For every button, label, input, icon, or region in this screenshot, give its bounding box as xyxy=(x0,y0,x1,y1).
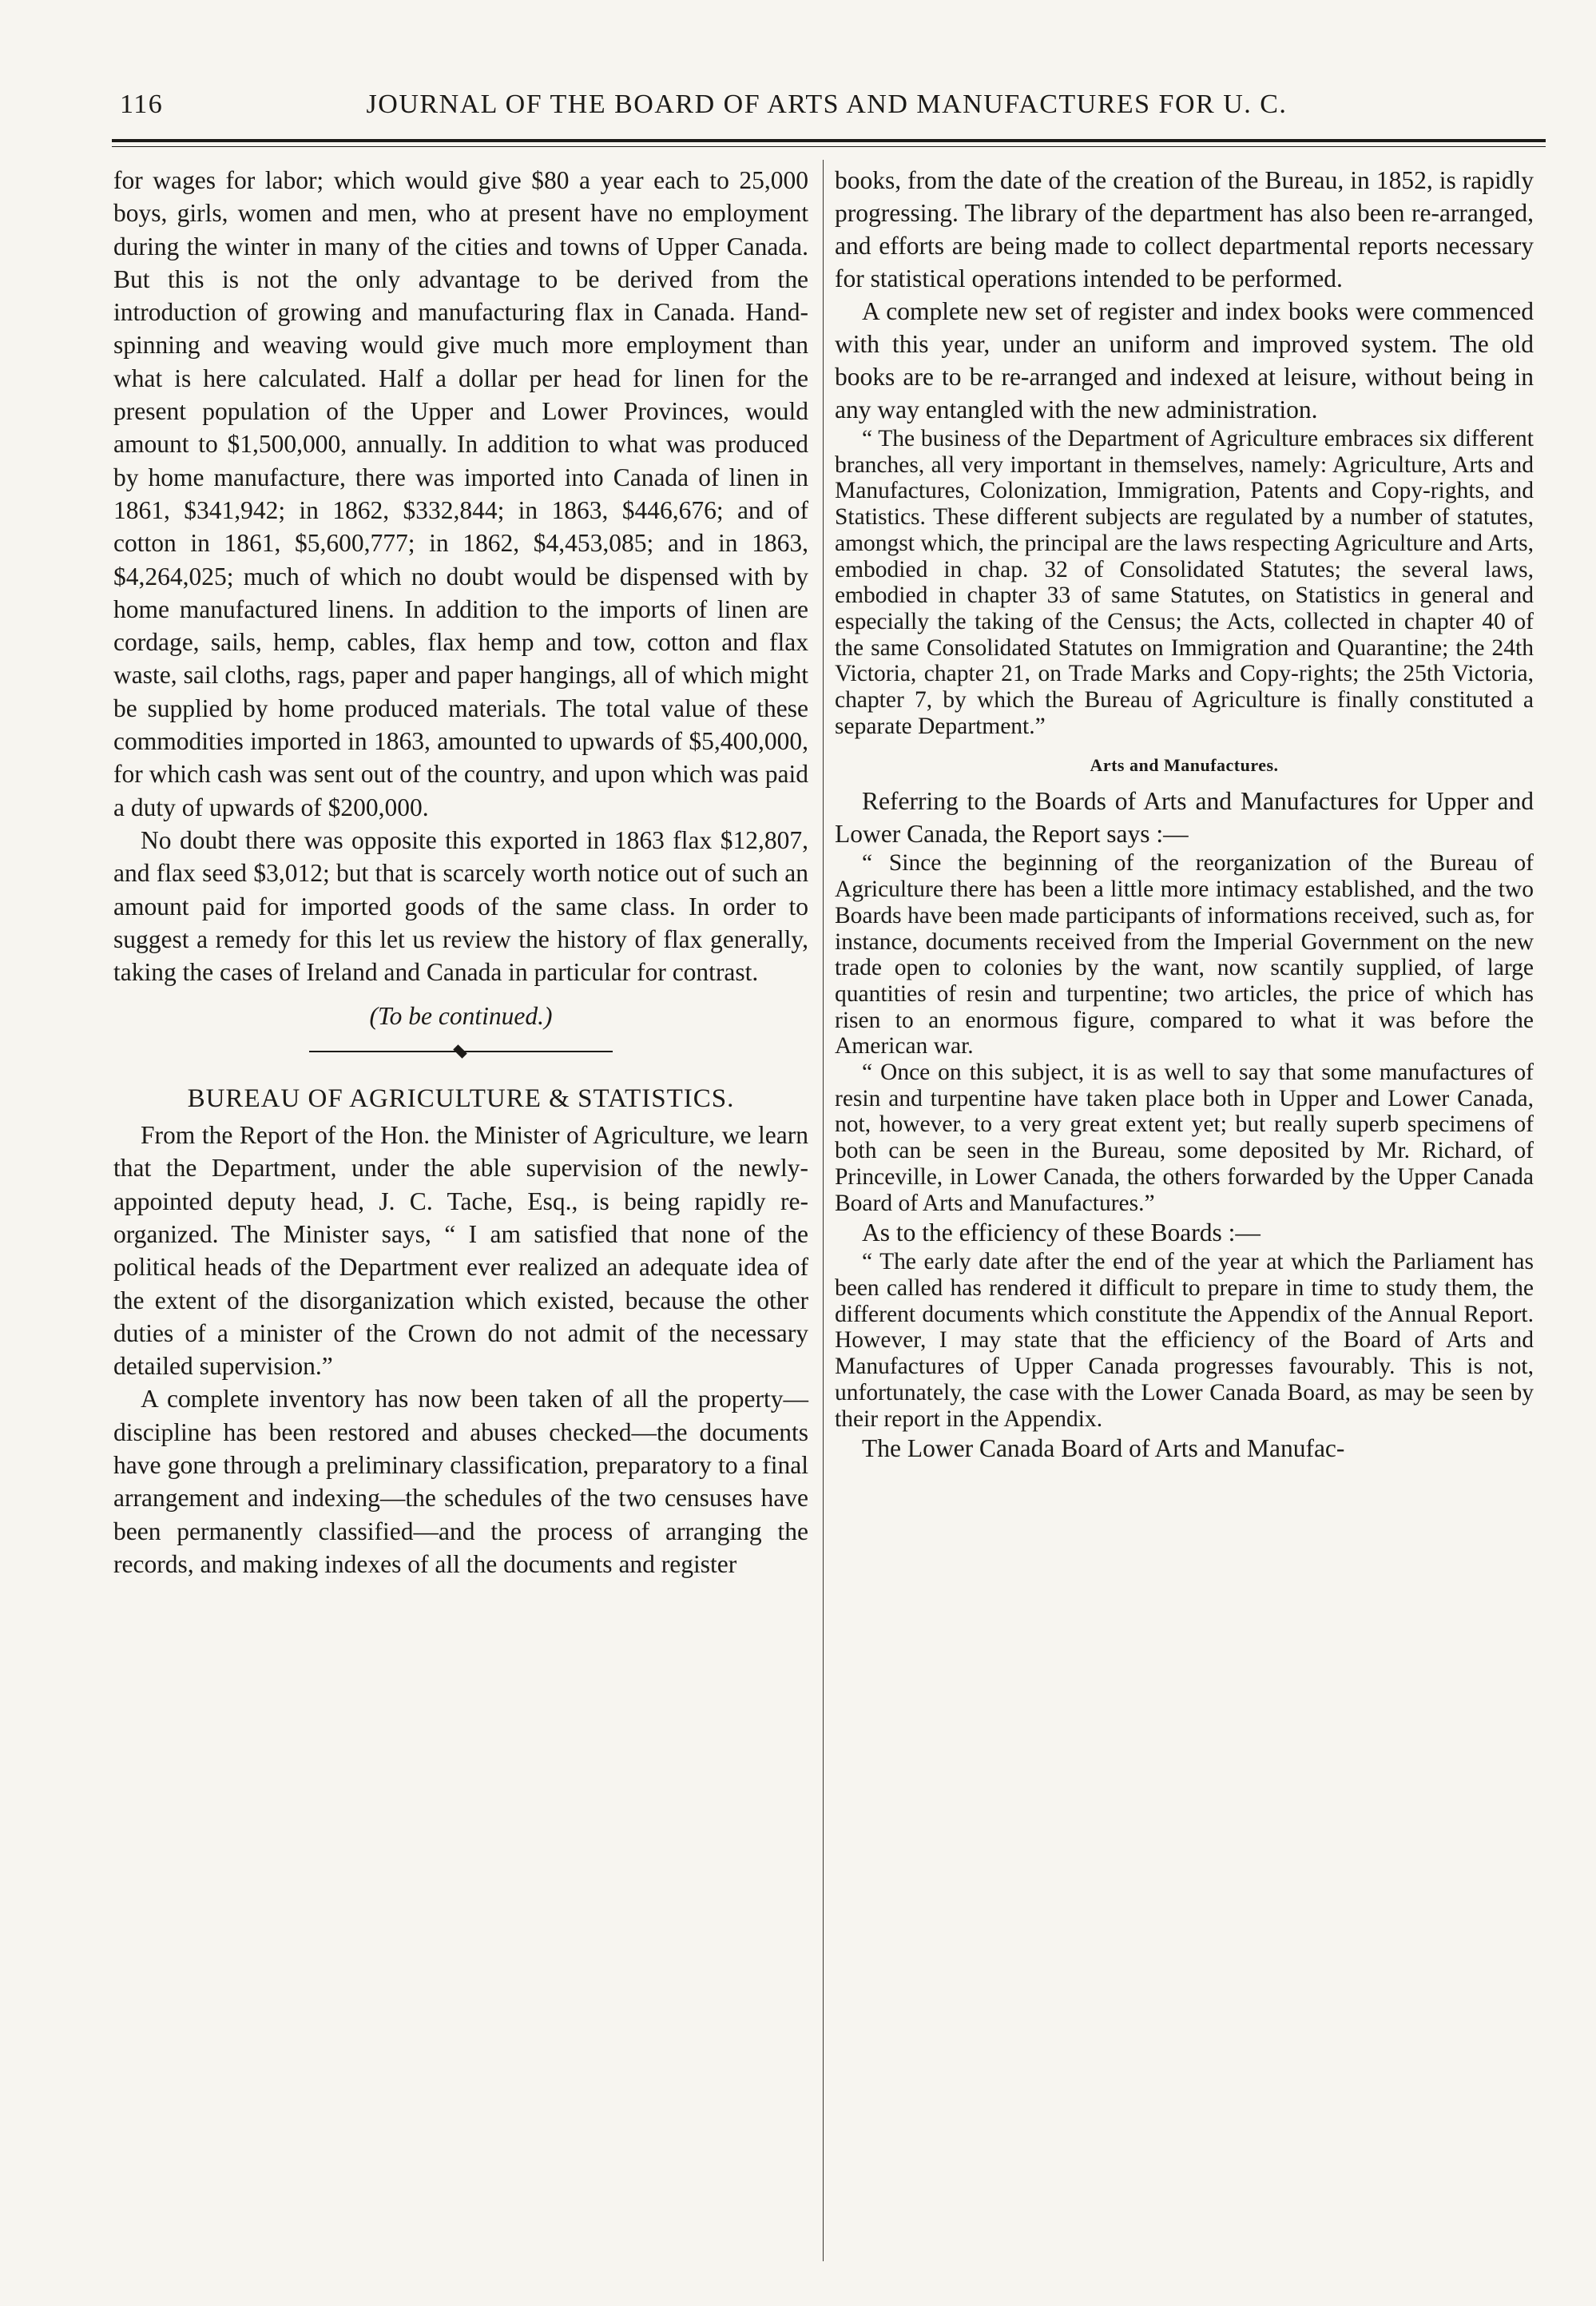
right-paragraph-7: As to the efficiency of these Boards :— xyxy=(862,1219,1261,1247)
right-column xyxy=(835,164,1534,1465)
column-divider xyxy=(823,160,824,2261)
right-quote-paragraph-6: “ Once on this subject, it is as well to say that some manufactures of resin and turpentine have taken place both in Upper and Lower Canada, not, however, to a very great extent yet; but really superb specimens of both can be seen in the Bureau, some deposited by Mr. Richard, of Princeville, in Lower Canada, the others forwarded by the Upper Canada Board of Arts and Manufactures.” xyxy=(835,1060,1534,1216)
right-quote-paragraph-5: “ Since the beginning of the reorganization of the Bureau of Agriculture there has been a little more intimacy established, and the two Boards have been made participants of informations received, such as, for instance, documents received from the Imperial Government on the new trade open to colonies by the want, now scantily supplied, of large quantities of resin and turpentine; two articles, the price of which has risen to an enormous figure, compared to what it was before the American war. xyxy=(835,850,1534,1060)
right-paragraph-2: A complete new set of register and index books were commenced with this year, under an uniform and improved system. The old books are to be re-arranged and indexed at leisure, without being in any way entangled with the new administration. xyxy=(835,297,1534,423)
left-paragraph-3: From the Report of the Hon. the Minister of Agriculture, we learn that the Department, under the able supervision of the newly-appointed deputy head, J. C. Tache, Esq., is being rapidly re-organized. The Minister says, “ I am satisfied that none of the political heads of the Department ever realized an adequate idea of the extent of the disorganization which existed, because the other duties of a minister of the Crown do not admit of the necessary detailed supervision.” xyxy=(113,1121,808,1381)
to-be-continued-note: (To be continued.) xyxy=(369,1002,553,1031)
header-rule-thick xyxy=(112,139,1546,142)
right-paragraph-9: The Lower Canada Board of Arts and Manufac- xyxy=(862,1434,1345,1463)
journal-title: JOURNAL OF THE BOARD OF ARTS AND MANUFACTURES FOR U. C. xyxy=(366,89,1288,119)
arts-manufactures-subheading: Arts and Manufactures. xyxy=(1090,755,1279,776)
section-separator-ornament xyxy=(113,1041,808,1062)
left-paragraph-2: No doubt there was opposite this exported in 1863 flax $12,807, and flax seed $3,012; but that is scarcely worth notice out of such an amount paid for imported goods of the same class. In order to suggest a remedy for this let us review the history of flax generally, taking the cases of Ireland and Canada in particular for contrast. xyxy=(113,825,808,987)
right-quote-paragraph-3: “ The business of the Department of Agriculture embraces six different branches, all very important in themselves, namely: Agriculture, Arts and Manufactures, Colonization, Immigration, Patents and Copy-rights, and Statistics. These different subjects are regulated by a number of statutes, amongst which, the principal are the laws respecting Agriculture and Arts, embodied in chap. 32 of Consolidated Statutes; the several laws, embodied in chapter 33 of same Statutes, on Statistics in general and especially the taking of the Census; the Acts, collected in chapter 40 of the same Consolidated Statutes on Immigration and Quarantine; the 24th Victoria, chapter 21, on Trade Marks and Copy-rights; the 25th Victoria, chapter 7, by which the Bureau of Agriculture is finally constituted a separate Department.” xyxy=(835,426,1534,739)
right-quote-paragraph-8: “ The early date after the end of the year at which the Parliament has been called has rendered it difficult to prepare in time to study them, the different documents which constitute the Appendix of the Annual Report. However, I may state that the efficiency of the Board of Arts and Manufactures of Upper Canada progresses favourably. This is not, unfortunately, the case with the Lower Canada Board, as may be seen by their report in the Appendix. xyxy=(835,1249,1534,1432)
right-paragraph-4: Referring to the Boards of Arts and Manufactures for Upper and Lower Canada, the Report says :— xyxy=(835,787,1534,849)
running-header xyxy=(120,89,1534,129)
page-number: 116 xyxy=(120,89,164,119)
left-column xyxy=(113,164,808,1580)
left-paragraph-4: A complete inventory has now been taken of all the property—discipline has been restored and abuses checked—the documents have gone through a preliminary classification, preparatory to a final arrangement and indexing—the schedules of the two censuses have been permanently classified—and the process of arranging the records, and making indexes of all the documents and register xyxy=(113,1385,808,1578)
section-heading: BUREAU OF AGRICULTURE & STATISTICS. xyxy=(187,1083,735,1113)
left-paragraph-1: for wages for labor; which would give $80 a year each to 25,000 boys, girls, women and men, who at present have no employment during the winter in many of the cities and towns of Upper Canada. But this is not the only advantage to be derived from the introduction of growing and manufacturing flax in Canada. Hand-spinning and weaving would give much more employment than what is here calculated. Half a dollar per head for linen for the present population of the Upper and Lower Provinces, would amount to $1,500,000, annually. In addition to what was produced by home manufacture, there was imported into Canada of linen in 1861, $341,942; in 1862, $332,844; in 1863, $446,676; and of cotton in 1861, $5,600,777; in 1862, $4,453,085; and in 1863, $4,264,025; much of which no doubt would be dispensed with by home manufactured linens. In addition to the imports of linen are cordage, sails, hemp, cables, flax hemp and tow, cotton and flax waste, sail cloths, rags, paper and paper hangings, all of which might be supplied by home produced materials. The total value of these commodities imported in 1863, amounted to upwards of $5,400,000, for which cash was sent out of the country, and upon which was paid a duty of upwards of $200,000. xyxy=(113,166,808,821)
right-paragraph-1: books, from the date of the creation of the Bureau, in 1852, is rapidly progressing. The library of the department has also been re-arranged, and efforts are being made to collect departmental reports necessary for statistical operations intended to be performed. xyxy=(835,166,1534,292)
header-rule-thin xyxy=(112,146,1546,147)
